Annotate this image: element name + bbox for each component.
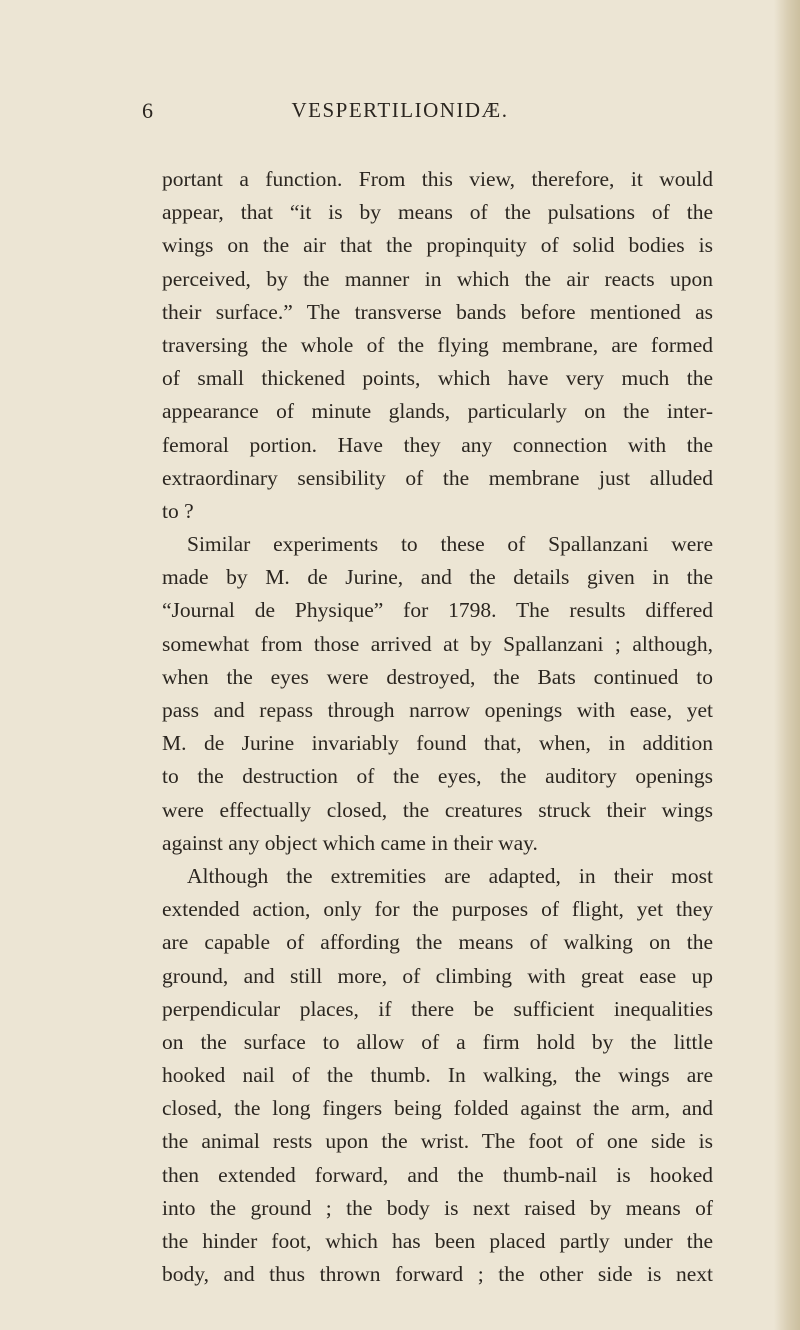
text-line: femoral portion. Have they any connection with the: [162, 432, 713, 457]
text-line: of small thickened points, which have very much the: [162, 366, 713, 391]
paragraph-start-line: Similar experiments to these of Spallanzani were: [187, 532, 713, 557]
text-line: against any object which came in their way.: [162, 830, 538, 855]
text-line: are capable of affording the means of walking on the: [162, 930, 713, 955]
text-line: appear, that “it is by means of the pulsations of the: [162, 200, 713, 225]
text-line: wings on the air that the propinquity of solid bodies is: [162, 233, 713, 258]
text-line: “Journal de Physique” for 1798. The results differed: [162, 598, 713, 623]
page-number: 6: [142, 98, 154, 123]
text-line: when the eyes were destroyed, the Bats continued to: [162, 664, 713, 689]
text-line: into the ground ; the body is next raised by means of: [162, 1195, 713, 1220]
text-line: extraordinary sensibility of the membrane just alluded: [162, 465, 713, 490]
text-line: on the surface to allow of a firm hold by the little: [162, 1029, 713, 1054]
text-line: hooked nail of the thumb. In walking, the wings are: [162, 1063, 713, 1088]
paragraph-start-line: Although the extremities are adapted, in their most: [187, 863, 713, 888]
page-edge-shadow: [774, 0, 800, 1330]
text-line: perceived, by the manner in which the air reacts upon: [162, 266, 713, 291]
text-line: closed, the long fingers being folded against the arm, and: [162, 1096, 713, 1121]
text-line: portant a function. From this view, therefore, it would: [162, 167, 713, 191]
text-line: to ?: [162, 498, 194, 523]
text-line: ground, and still more, of climbing with great ease up: [162, 963, 713, 988]
text-line: perpendicular places, if there be sufficient inequalities: [162, 996, 713, 1021]
text-line: M. de Jurine invariably found that, when, in addition: [162, 731, 713, 756]
text-line: the hinder foot, which has been placed partly under the: [162, 1229, 713, 1253]
text-line: were effectually closed, the creatures struck their wings: [162, 797, 713, 822]
text-line: extended action, only for the purposes of flight, yet they: [162, 897, 713, 922]
body-text: [162, 163, 713, 1291]
running-title: VESPERTILIONIDÆ.: [291, 98, 509, 122]
text-line: somewhat from those arrived at by Spallanzani ; although,: [162, 631, 713, 656]
text-line: pass and repass through narrow openings with ease, yet: [162, 698, 713, 722]
text-line: made by M. de Jurine, and the details given in the: [162, 565, 713, 590]
text-line: then extended forward, and the thumb-nail is hooked: [162, 1162, 713, 1187]
text-line: the animal rests upon the wrist. The foot of one side is: [162, 1129, 713, 1154]
text-line: their surface.” The transverse bands before mentioned as: [162, 299, 713, 324]
text-line: to the destruction of the eyes, the auditory openings: [162, 764, 713, 789]
text-line: body, and thus thrown forward ; the other side is next: [162, 1262, 713, 1287]
text-line: appearance of minute glands, particularly on the inter-: [162, 399, 713, 424]
text-line: traversing the whole of the flying membrane, are formed: [162, 332, 713, 357]
